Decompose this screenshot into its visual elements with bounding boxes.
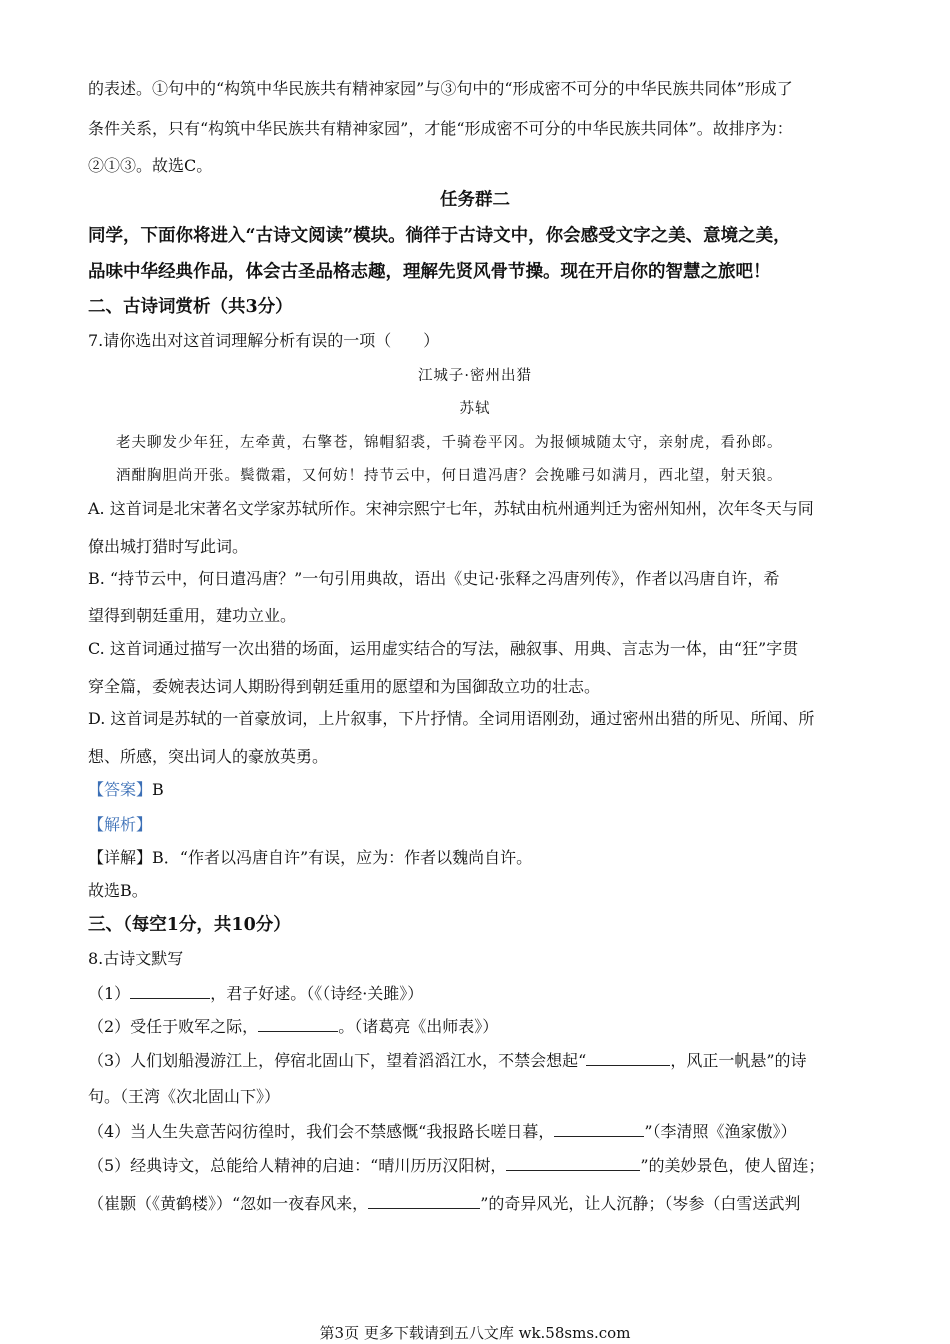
option-c-line-2: 穿全篇，委婉表达词人期盼得到朝廷重用的愿望和为国御敌立功的壮志。 <box>88 677 601 696</box>
poem-line-1: 老夫聊发少年狂，左牵黄，右擎苍，锦帽貂裘，千骑卷平冈。为报倾城随太守，亲射虎，看孙郎。 <box>116 435 783 451</box>
task-group-title: 任务群二 <box>440 190 510 210</box>
q8-item-3-line-2: 句。（王湾《次北固山下》） <box>88 1087 281 1106</box>
q8-item-2 <box>88 1015 498 1038</box>
q8-item-3 <box>88 1049 807 1072</box>
item-4-suffix: ”（李清照《渔家傲》） <box>644 1122 797 1141</box>
conclusion-line: 故选B。 <box>88 881 148 900</box>
poem-author: 苏轼 <box>459 401 491 417</box>
q7-stem: 7.请你选出对这首词理解分析有误的一项（ ） <box>88 331 440 350</box>
option-d-line-2: 想、所感，突出词人的豪放英勇。 <box>88 747 329 766</box>
option-a-line-1: A. 这首词是北宋著名文学家苏轼所作。宋神宗熙宁七年，苏轼由杭州通判迁为密州知州，次年冬天与同 <box>88 499 814 518</box>
item-2-suffix: 。（诸葛亮《出师表》） <box>338 1017 499 1036</box>
q8-item-1 <box>88 982 423 1005</box>
section-3-heading: 三、（每空1分，共10分） <box>88 915 291 935</box>
item-1-suffix: ，君子好逑。（《（诗经·关雎》） <box>210 984 424 1003</box>
answer-tag: 【答案】 <box>88 780 153 799</box>
intro-line-3: ②①③。故选C。 <box>88 156 213 175</box>
blank-6 <box>368 1192 480 1209</box>
option-b-line-2: 望得到朝廷重用，建功立业。 <box>88 606 297 625</box>
option-d-line-1: D. 这首词是苏轼的一首豪放词，上片叙事，下片抒情。全词用语刚劲，通过密州出猎的所见、所闻、所 <box>88 709 815 728</box>
option-c-line-1: C. 这首词通过描写一次出猎的场面，运用虚实结合的写法，融叙事、用典、言志为一体，由“狂”字贯 <box>88 639 799 658</box>
task-desc-line-1: 同学，下面你将进入“古诗文阅读”模块。徜徉于古诗文中，你会感受文字之美、意境之美， <box>88 226 791 246</box>
item-3-suffix: ，风正一帆悬”的诗 <box>670 1051 807 1070</box>
item-5-suffix: ”的美妙景色，使人留连； <box>640 1156 825 1175</box>
item-2-prefix: （2）受任于败军之际， <box>88 1017 259 1036</box>
blank-5 <box>506 1154 640 1171</box>
poem-line-2: 酒酣胸胆尚开张。鬓微霜，又何妨！持节云中，何日遣冯唐？会挽雕弓如满月，西北望，射天狼。 <box>116 468 783 484</box>
q8-item-4 <box>88 1120 797 1143</box>
q8-item-5 <box>88 1154 825 1177</box>
item-4-prefix: （4）当人生失意苦闷彷徨时，我们会不禁感慨“我报路长嗟日暮， <box>88 1122 555 1141</box>
option-b-line-1: B. “持节云中，何日遣冯唐？”一句引用典故，语出《史记·张释之冯唐列传》，作者以冯唐自许，希 <box>88 569 780 588</box>
blank-4 <box>554 1120 644 1137</box>
answer-value: B <box>152 780 164 799</box>
blank-3 <box>586 1049 670 1066</box>
item-5-prefix: （5）经典诗文，总能给人精神的启迪：“晴川历历汉阳树， <box>88 1156 507 1175</box>
task-desc-line-2: 品味中华经典作品，体会古圣品格志趣，理解先贤风骨节操。现在开启你的智慧之旅吧！ <box>88 262 771 282</box>
option-a-line-2: 僚出城打猎时写此词。 <box>88 537 249 556</box>
analysis-tag: 【解析】 <box>88 815 153 834</box>
blank-2 <box>258 1015 338 1032</box>
section-2-heading: 二、古诗词赏析（共3分） <box>88 297 293 317</box>
detail-line: 【详解】B．“作者以冯唐自许”有误，应为：作者以魏尚自许。 <box>88 848 533 867</box>
poem-title: 江城子·密州出猎 <box>417 368 533 384</box>
page-footer: 第3页 更多下载请到五八文库 wk.58sms.com <box>319 1324 631 1342</box>
answer-line <box>88 779 164 801</box>
intro-line-1: 的表述。①句中的“构筑中华民族共有精神家园”与③句中的“形成密不可分的中华民族共同体”形成了 <box>88 79 793 98</box>
blank-1 <box>130 982 210 999</box>
item-5b-suffix: ”的奇异风光，让人沉静；（岑参（白雪送武判 <box>480 1194 801 1213</box>
q8-stem: 8.古诗文默写 <box>88 949 184 968</box>
intro-line-2: 条件关系，只有“构筑中华民族共有精神家园”，才能“形成密不可分的中华民族共同体”。故排序为： <box>88 119 793 138</box>
item-3-prefix: （3）人们划船漫游江上，停宿北固山下，望着滔滔江水，不禁会想起“ <box>88 1051 587 1070</box>
q8-item-5-line-2 <box>88 1192 800 1215</box>
item-5b-prefix: （崔颢（《黄鹤楼》）“忽如一夜春风来， <box>88 1194 369 1213</box>
item-1-prefix: （1） <box>88 984 131 1003</box>
